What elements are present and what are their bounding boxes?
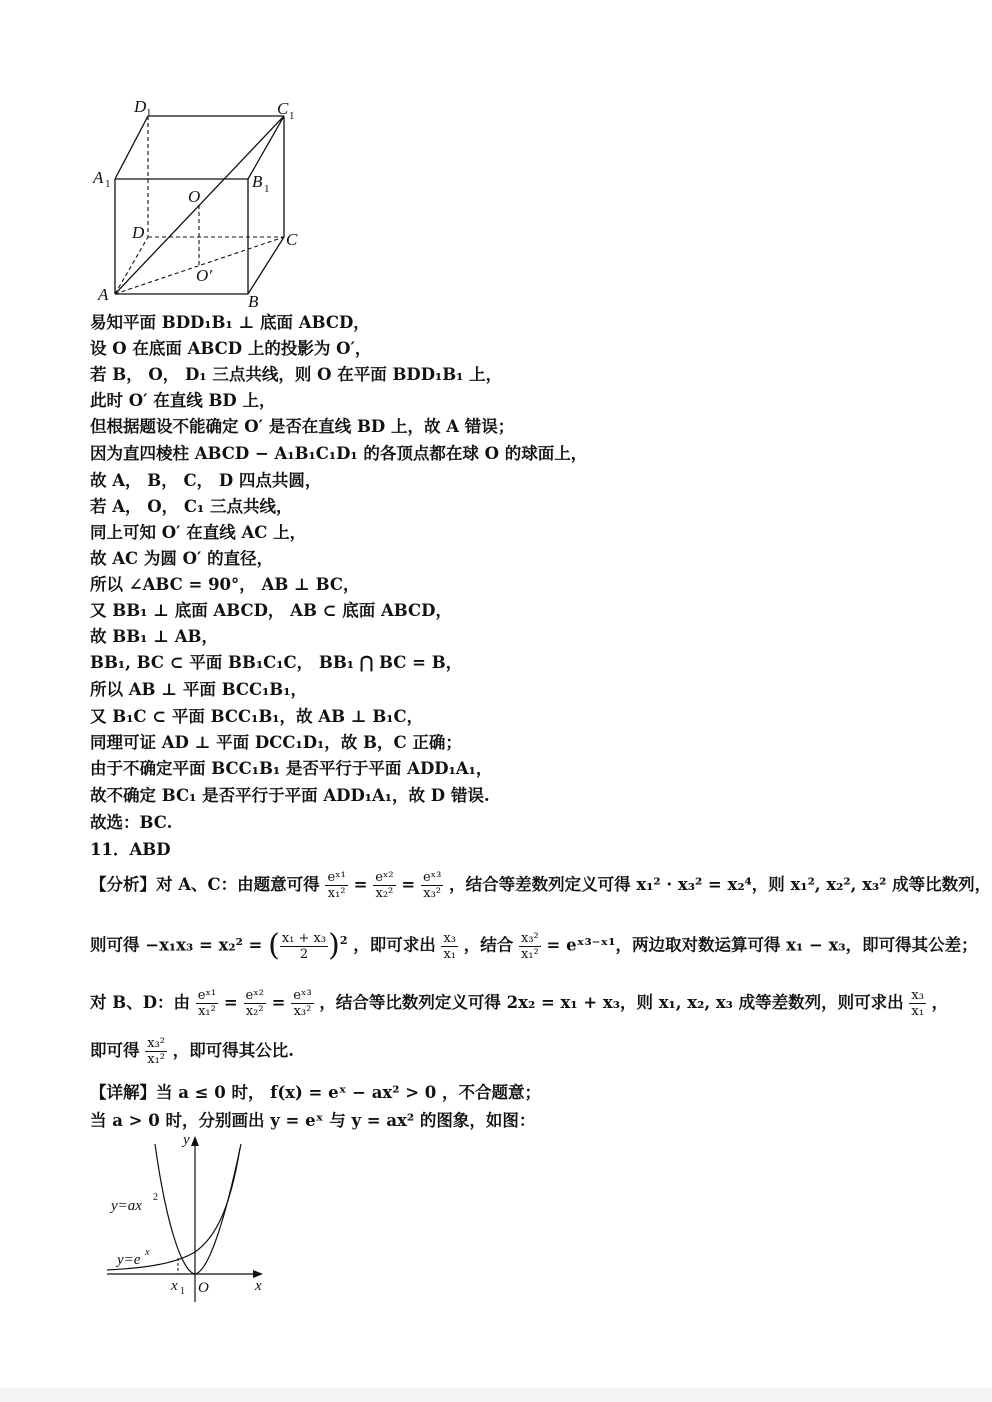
y-axis-arrow (191, 1136, 199, 1146)
numerator: eˣ² (375, 870, 394, 885)
detail-line-2: 当 a > 0 时，分别画出 y = eˣ 与 y = ax² 的图象，如图： (90, 1111, 536, 1130)
answer-line: 11．ABD (90, 840, 171, 859)
proof-line: 由于不确定平面 BCC₁B₁ 是否平行于平面 ADD₁A₁， (90, 759, 493, 778)
origin-label: O (198, 1280, 209, 1296)
equals: = (353, 875, 368, 894)
numerator: eˣ¹ (327, 870, 346, 885)
parabola-label-sup: 2 (153, 1192, 158, 1203)
right-paren: ) (328, 928, 340, 963)
denominator: 2 (299, 946, 309, 962)
numerator: x₃ (911, 988, 924, 1003)
denominator: x₁² (327, 886, 346, 901)
denominator: x₁ (911, 1004, 924, 1019)
fraction (145, 1036, 167, 1067)
numerator: x₃² (147, 1036, 166, 1051)
proof-line: 但根据题设不能确定 O′ 是否在直线 BD 上，故 A 错误； (90, 417, 515, 436)
x1-label: x (171, 1278, 178, 1294)
fraction (441, 931, 458, 962)
label-D1: D (134, 97, 147, 116)
equals: = (401, 875, 416, 894)
numerator: x₁ + x₃ (281, 930, 327, 946)
fraction (196, 988, 218, 1019)
denominator: x₁² (147, 1052, 166, 1067)
analysis-text: ， (931, 993, 949, 1012)
fraction (325, 870, 347, 901)
analysis-text: 则可得 −x₁x₃ = x₂² = (90, 935, 263, 955)
label-A: A (98, 285, 109, 304)
label-B1-sub: 1 (264, 183, 270, 195)
parabola-label: y=ax (111, 1198, 142, 1214)
x-axis-arrow (253, 1270, 263, 1278)
proof-line: 因为直四棱柱 ABCD − A₁B₁C₁D₁ 的各顶点都在球 O 的球面上， (90, 444, 588, 463)
proof-line: 故不确定 BC₁ 是否平行于平面 ADD₁A₁，故 D 错误. (90, 786, 490, 805)
proof-line: 易知平面 BDD₁B₁ ⊥ 底面 ABCD， (90, 313, 370, 332)
proof-line: 同上可知 O′ 在直线 AC 上， (90, 523, 307, 542)
numerator: x₃² (521, 930, 539, 946)
label-O: O (188, 187, 201, 206)
y-axis-label: y (183, 1132, 190, 1148)
analysis-text: ，即可得其公比. (172, 1041, 295, 1060)
analysis-text: 对 B、D：由 (90, 993, 190, 1012)
proof-line: 同理可证 AD ⊥ 平面 DCC₁D₁，故 B，C 正确； (90, 733, 462, 752)
analysis-line-4 (90, 1036, 294, 1067)
exp-label-sup: x (145, 1247, 150, 1258)
analysis-text: = eˣ³⁻ˣ¹，两边取对数运算可得 x₁ − x₃，即可得其公差； (546, 935, 978, 955)
numerator: eˣ³ (293, 988, 312, 1003)
left-paren: ( (268, 928, 280, 963)
proof-line: 故选：BC. (90, 813, 173, 832)
denominator: x₃² (293, 1004, 312, 1019)
analysis-line-3 (90, 988, 948, 1019)
function-graph (105, 1130, 275, 1302)
label-D: D (132, 223, 145, 242)
numerator: eˣ¹ (197, 988, 217, 1003)
proof-line: 故 AC 为圆 O′ 的直径， (90, 549, 274, 568)
label-D1-sub: 1 (146, 107, 152, 119)
label-C: C (286, 230, 298, 249)
proof-line: 所以 ∠ABC = 90°， AB ⊥ BC， (90, 575, 360, 594)
analysis-line-2 (90, 930, 978, 962)
exponent: 2 (339, 934, 348, 947)
denominator: x₂² (245, 1004, 264, 1019)
fraction (291, 988, 313, 1019)
analysis-text: ，结合等比数列定义可得 2x₂ = x₁ + x₃，则 x₁, x₂, x₃ 成等差数列，则可求出 (319, 993, 904, 1012)
proof-line: 若 A， O， C₁ 三点共线， (90, 497, 293, 516)
equals: = (271, 993, 286, 1012)
proof-line: 故 BB₁ ⊥ AB， (90, 627, 218, 646)
page-bottom-band (0, 1388, 992, 1402)
denominator: x₃² (423, 886, 442, 901)
analysis-text: 即可得 (90, 1041, 140, 1060)
cube-figure (88, 92, 313, 314)
label-A1-sub: 1 (105, 178, 111, 190)
detail-line-1: 【详解】当 a ≤ 0 时， f(x) = eˣ − ax² > 0 ，不合题意； (90, 1083, 542, 1102)
parabola-curve (155, 1144, 241, 1274)
denominator: x₁² (521, 946, 539, 962)
proof-line: BB₁, BC ⊂ 平面 BB₁C₁C， BB₁ ⋂ BC = B， (90, 653, 463, 672)
fraction (909, 988, 926, 1019)
fraction (421, 870, 443, 901)
proof-line: 又 BB₁ ⊥ 底面 ABCD， AB ⊂ 底面 ABCD， (90, 601, 452, 620)
proof-line: 此时 O′ 在直线 BD 上， (90, 391, 276, 410)
denominator: x₁² (198, 1004, 216, 1019)
label-C1: C (277, 99, 289, 118)
denominator: x₁ (443, 946, 457, 962)
label-O-prime: O′ (196, 266, 212, 285)
equals: = (223, 993, 238, 1012)
analysis-text: ，结合等差数列定义可得 x₁² · x₃² = x₂⁴，则 x₁², x₂², x₃² 成等比数列， (449, 875, 992, 894)
numerator: eˣ² (245, 988, 264, 1003)
exp-label: y=e (117, 1252, 141, 1268)
denominator: x₂² (375, 886, 394, 901)
fraction (280, 931, 328, 962)
fraction (373, 870, 395, 901)
label-B1: B (252, 172, 263, 191)
label-B: B (248, 292, 259, 311)
label-A1: A (93, 168, 104, 187)
numerator: x₃ (443, 930, 457, 946)
numerator: eˣ³ (422, 870, 442, 885)
proof-line: 所以 AB ⊥ 平面 BCC₁B₁， (90, 680, 307, 699)
proof-line: 设 O 在底面 ABCD 上的投影为 O′， (90, 339, 372, 358)
analysis-text: ，结合 (463, 935, 514, 955)
proof-line: 若 B， O， D₁ 三点共线，则 O 在平面 BDD₁B₁ 上， (90, 365, 503, 384)
analysis-text: ，即可求出 (353, 935, 436, 955)
proof-line: 故 A， B， C， D 四点共圆， (90, 471, 322, 490)
fraction (244, 988, 266, 1019)
x1-label-sub: 1 (180, 1286, 185, 1297)
proof-line: 又 B₁C ⊂ 平面 BCC₁B₁，故 AB ⊥ B₁C， (90, 707, 424, 726)
label-C1-sub: 1 (289, 110, 295, 122)
fraction (519, 931, 541, 962)
x-axis-label: x (255, 1278, 262, 1294)
analysis-line-1 (90, 870, 991, 901)
analysis-text: 【分析】对 A、C：由题意可得 (90, 875, 320, 894)
